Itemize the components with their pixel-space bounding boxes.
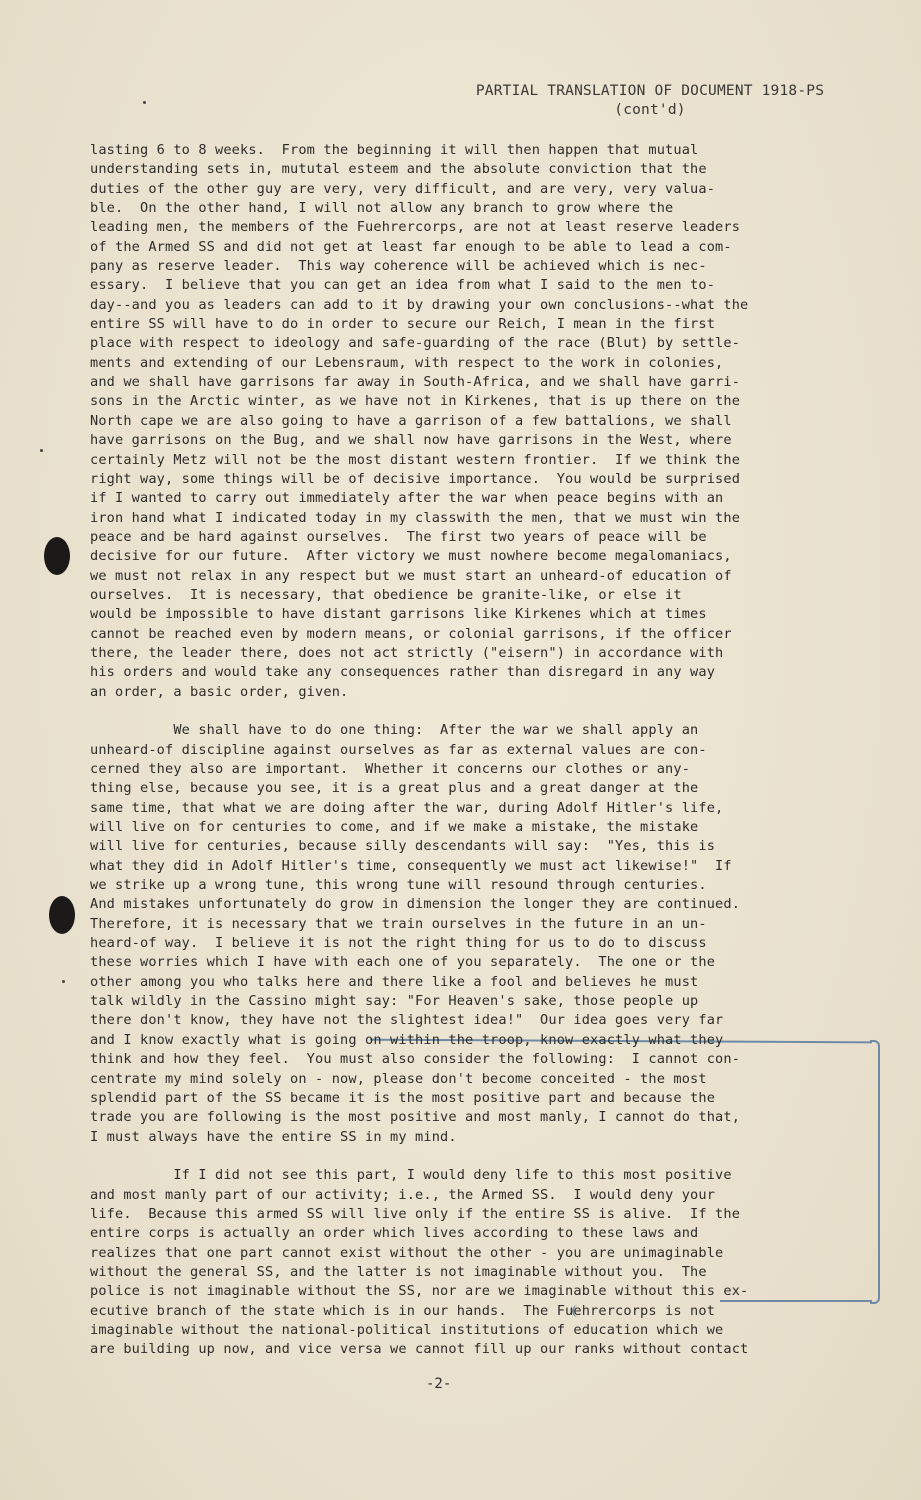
- margin-annotation-bracket: [870, 1040, 880, 1304]
- text-line: cerned they also are important. Whether it concerns our clothes or any-: [90, 761, 691, 777]
- punch-hole-top: [44, 537, 70, 575]
- text-line: duties of the other guy are very, very difficult, and are very, very valua-: [90, 180, 716, 197]
- text-line: and most manly part of our activity; i.e., the Armed SS. I would deny your: [90, 1186, 716, 1203]
- text-line: ble. On the other hand, I will not allow any branch to grow where the: [90, 200, 674, 217]
- text-line: place with respect to ideology and safe-guarding of the race (Blut) by settle-: [90, 335, 741, 352]
- header-title: PARTIAL TRANSLATION OF DOCUMENT 1918-PS: [475, 83, 825, 99]
- text-line: talk wildly in the Cassino might say: "For Heaven's sake, those people up: [90, 993, 699, 1010]
- text-line: trade you are following is the most positive and most manly, I cannot do that,: [90, 1109, 741, 1126]
- text-line: and we shall have garrisons far away in South-Africa, and we shall have garri-: [90, 374, 741, 391]
- text-line: without the general SS, and the latter is not imaginable without you. The: [90, 1263, 707, 1280]
- text-line: there, the leader there, does not act strictly ("eisern") in accordance with: [90, 644, 724, 661]
- text-line: of the Armed SS and did not get at least far enough to be able to lead a com-: [90, 238, 732, 255]
- text-line: splendid part of the SS became it is the most positive part and because the: [90, 1089, 716, 1106]
- page-number: -2-: [426, 1376, 452, 1392]
- header-continued: (cont'd): [614, 102, 686, 118]
- paragraph-gap: [90, 1147, 850, 1166]
- text-line: peace and be hard against ourselves. The first two years of peace will be: [90, 528, 707, 545]
- text-line: would be impossible to have distant garrisons like Kirkenes which at times: [90, 606, 707, 623]
- text-line: centrate my mind solely on - now, please don't become conceited - the most: [90, 1070, 707, 1087]
- text-line: if I wanted to carry out immediately after the war when peace begins with an: [90, 490, 724, 507]
- text-line: ourselves. It is necessary, that obedience be granite-like, or else it: [90, 586, 682, 603]
- paragraph: [90, 721, 850, 1147]
- stray-mark: [62, 980, 65, 983]
- text-line: pany as reserve leader. This way coherence will be achieved which is nec-: [90, 258, 707, 275]
- text-line: police is not imaginable without the SS, nor are we imaginable without this ex-: [90, 1283, 749, 1300]
- text-line: North cape we are also going to have a garrison of a few battalions, we shall: [90, 412, 732, 429]
- text-line: realizes that one part cannot exist without the other - you are unimaginable: [90, 1244, 724, 1261]
- text-line: ments and extending of our Lebensraum, with respect to the work in colonies,: [90, 354, 724, 371]
- punch-hole-bottom: [49, 896, 75, 934]
- text-line: his orders and would take any consequences rather than disregard in any way: [90, 664, 716, 681]
- text-line: heard-of way. I believe it is not the right thing for us to do to discuss: [90, 935, 707, 952]
- text-line: these worries which I have with each one of you separately. The one or the: [90, 954, 716, 971]
- text-line: will live on for centuries to come, and if we make a mistake, the mistake: [90, 819, 699, 836]
- text-line: certainly Metz will not be the most distant western frontier. If we think the: [90, 451, 741, 468]
- text-line: decisive for our future. After victory we must nowhere become megalomaniacs,: [90, 548, 732, 565]
- text-line: lasting 6 to 8 weeks. From the beginning it will then happen that mutual: [90, 142, 699, 158]
- text-line: If I did not see this part, I would deny life to this most positive: [90, 1167, 732, 1184]
- text-line: unheard-of discipline against ourselves as far as external values are con-: [90, 741, 707, 758]
- stray-mark: [143, 101, 146, 104]
- text-line: We shall have to do one thing: After the war we shall apply an: [90, 722, 699, 739]
- text-line: have garrisons on the Bug, and we shall now have garrisons in the West, where: [90, 432, 732, 449]
- text-line: iron hand what I indicated today in my classwith the men, that we must win the: [90, 509, 741, 526]
- text-line: entire SS will have to do in order to secure our Reich, I mean in the first: [90, 316, 716, 333]
- text-line: and I know exactly what is going on within the troop, know exactly what they: [90, 1031, 724, 1048]
- paragraph-gap: [90, 702, 850, 721]
- text-line: ecutive branch of the state which is in our hands. The Fuehrercorps is not: [90, 1302, 716, 1319]
- text-line: we strike up a wrong tune, this wrong tune will resound through centuries.: [90, 877, 707, 894]
- text-line: we must not relax in any respect but we must start an unheard-of education of: [90, 567, 732, 584]
- text-line: sons in the Arctic winter, as we have not in Kirkenes, that is up there on the: [90, 393, 741, 410]
- text-line: entire corps is actually an order which lives according to these laws and: [90, 1225, 699, 1242]
- stray-mark: [40, 449, 43, 452]
- text-line: Therefore, it is necessary that we train ourselves in the future in an un-: [90, 915, 707, 932]
- text-line: cannot be reached even by modern means, or colonial garrisons, if the officer: [90, 625, 732, 642]
- text-line: day--and you as leaders can add to it by drawing your own conclusions--what the: [90, 296, 749, 313]
- text-line: life. Because this armed SS will live only if the entire SS is alive. If the: [90, 1205, 741, 1222]
- text-line: are building up now, and vice versa we cannot fill up our ranks without contact: [90, 1341, 749, 1358]
- text-line: an order, a basic order, given.: [90, 683, 349, 700]
- document-body: [90, 141, 850, 1360]
- text-line: understanding sets in, mututal esteem and the absolute conviction that the: [90, 161, 707, 178]
- text-line: And mistakes unfortunately do grow in dimension the longer they are continued.: [90, 896, 741, 913]
- text-line: other among you who talks here and there like a fool and believes he must: [90, 973, 699, 990]
- paragraph: [90, 141, 850, 702]
- text-line: I must always have the entire SS in my mind.: [90, 1128, 457, 1145]
- text-line: imaginable without the national-political institutions of education which we: [90, 1321, 724, 1338]
- text-line: leading men, the members of the Fuehrercorps, are not at least reserve leaders: [90, 219, 741, 236]
- document-header: [440, 82, 860, 120]
- text-line: think and how they feel. You must also consider the following: I cannot con-: [90, 1051, 741, 1068]
- text-line: essary. I believe that you can get an idea from what I said to the men to-: [90, 277, 716, 294]
- text-line: thing else, because you see, it is a great plus and a great danger at the: [90, 780, 699, 797]
- text-line: will live for centuries, because silly descendants will say: "Yes, this is: [90, 838, 716, 855]
- text-line: right way, some things will be of decisive importance. You would be surprised: [90, 470, 741, 487]
- text-line: same time, that what we are doing after the war, during Adolf Hitler's life,: [90, 799, 724, 816]
- paragraph: [90, 1166, 850, 1359]
- text-line: what they did in Adolf Hitler's time, consequently we must act likewise!" If: [90, 857, 732, 874]
- text-line: there don't know, they have not the slightest idea!" Our idea goes very far: [90, 1012, 724, 1029]
